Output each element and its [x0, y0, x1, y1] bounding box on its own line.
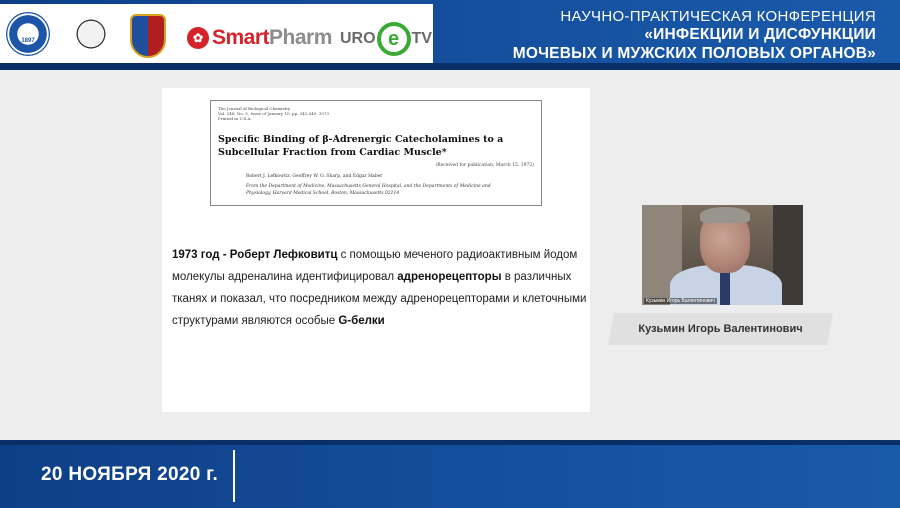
- urotv-left: URO: [340, 30, 376, 47]
- paper-excerpt: [210, 100, 542, 206]
- footer-divider: [233, 450, 235, 502]
- speaker-name-plate: [608, 313, 833, 345]
- sponsor-logos-panel: [0, 4, 433, 64]
- conference-title-line2: «ИНФЕКЦИИ И ДИСФУНКЦИИ: [644, 26, 876, 43]
- speaker-video: [642, 205, 803, 305]
- smartpharm-suffix: Pharm: [269, 26, 332, 49]
- footer-stripe: [0, 440, 900, 445]
- speaker-hair: [700, 207, 750, 223]
- urology-society-seal-logo: [69, 12, 113, 56]
- paper-authors: Robert J. Lefkowitz, Geoffrey W. G. Sharp, and Edgar Haber: [246, 174, 383, 179]
- paper-affiliation-line2: Physiology, Harvard Medical School, Boston, Massachusetts 02114: [246, 191, 400, 196]
- conference-footer: [0, 440, 900, 508]
- conference-title: [513, 8, 876, 63]
- speaker-name: Кузьмин Игорь Валентинович: [638, 323, 803, 335]
- slide-text-g-proteins: G-белки: [338, 315, 385, 327]
- paper-title-line1: Specific Binding of β-Adrenergic Catecholamines to a: [218, 134, 504, 145]
- paper-meta-volume: Vol. 248, No. 5, Issue of January 10, pp. 342-349, 1973: [218, 111, 330, 116]
- medical-society-seal-logo: [6, 12, 50, 56]
- slide-text-part1: с помощью меченого радиоактивным йодом молекулы адреналина идентифицировал: [172, 249, 578, 283]
- urotv-right: TV: [411, 30, 433, 47]
- slide-text-receptors: адренорецепторы: [397, 271, 502, 283]
- header-stripe: [0, 63, 900, 70]
- smartpharm-icon: ✿: [187, 27, 209, 49]
- conference-title-line3: МОЧЕВЫХ И МУЖСКИХ ПОЛОВЫХ ОРГАНОВ»: [512, 45, 876, 62]
- paper-received: (Received for publication, March 15, 1972): [435, 163, 534, 168]
- paper-title-line2: Subcellular Fraction from Cardiac Muscle*: [218, 147, 447, 158]
- paper-affiliation: [218, 183, 534, 197]
- presentation-slide: [162, 88, 590, 412]
- paper-meta-printed: Printed in U.S.A.: [218, 116, 252, 121]
- urotv-logo: [340, 22, 432, 56]
- video-caption: Кузьмин Игорь Валентинович: [646, 298, 715, 304]
- urotv-circle-icon: e: [377, 22, 411, 56]
- smartpharm-logo: [187, 26, 332, 50]
- seal-year: 1897: [21, 38, 35, 44]
- slide-text-year-name: 1973 год - Роберт Лефковитц: [172, 249, 338, 261]
- paper-title: [218, 133, 534, 159]
- university-crest-logo: [130, 14, 166, 58]
- conference-header: [0, 0, 900, 70]
- paper-meta-journal: The Journal of Biological Chemistry: [218, 106, 291, 111]
- smartpharm-prefix: Smart: [212, 26, 270, 49]
- speaker-tie: [720, 271, 730, 305]
- paper-affiliation-line1: From the Department of Medicine, Massachusetts General Hospital, and the Departments of Medicine and: [246, 184, 491, 189]
- slide-text-part2: в различных тканях и показал, что посредником между адренорецепторами и клеточными структурами являются особые: [172, 271, 587, 327]
- slide-body-text: [172, 244, 588, 332]
- conference-title-line1: НАУЧНО-ПРАКТИЧЕСКАЯ КОНФЕРЕНЦИЯ: [560, 8, 876, 25]
- conference-date: 20 НОЯБРЯ 2020 г.: [41, 464, 219, 485]
